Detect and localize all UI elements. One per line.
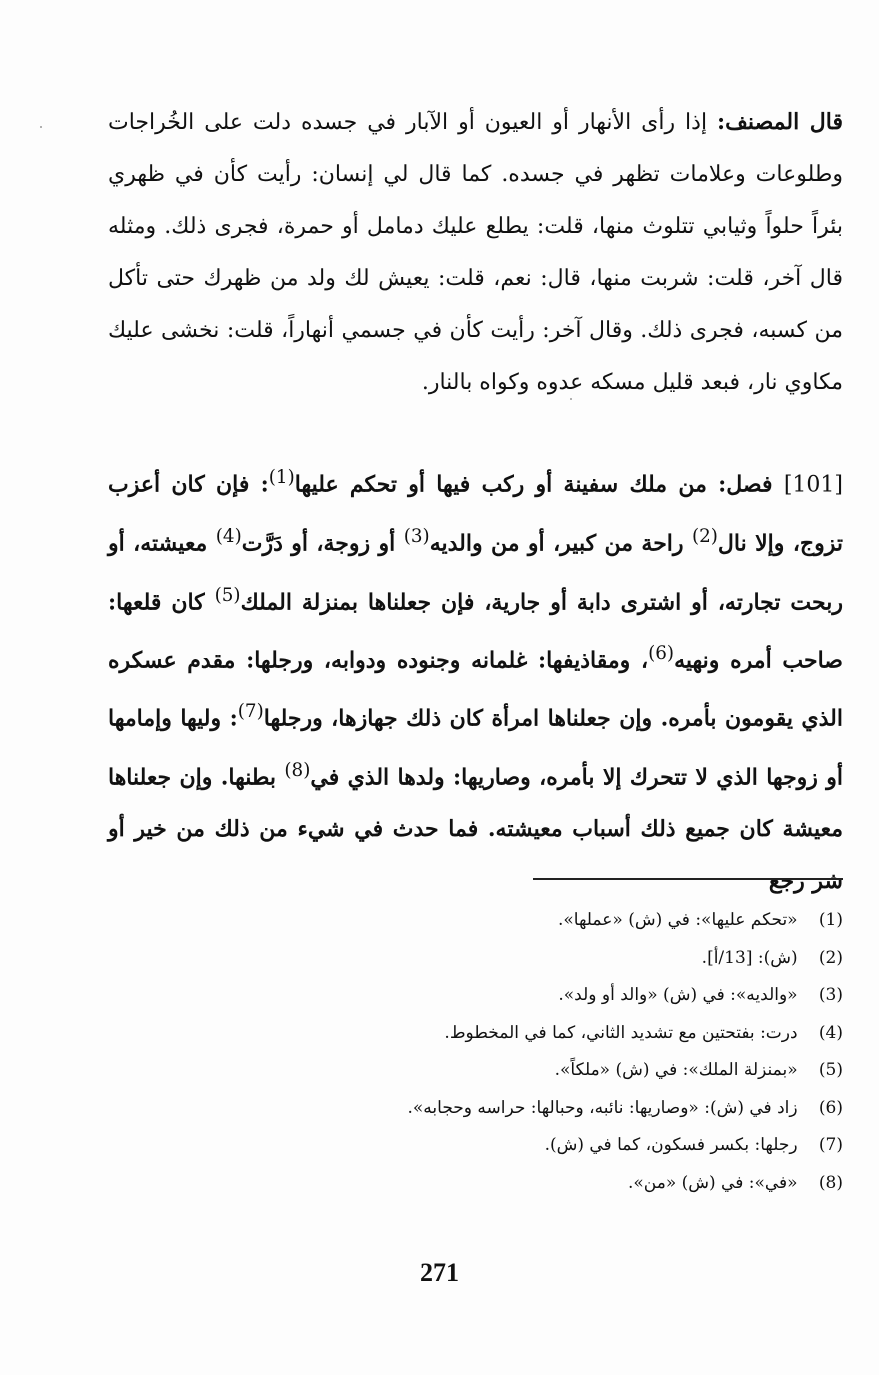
footnote-divider (533, 878, 843, 880)
footnote-number: (5) (818, 1060, 843, 1080)
page-number: 271 (420, 1258, 459, 1287)
paragraph-1-text: إذا رأى الأنهار أو العيون أو الآبار في جسده دلت على الخُراجات وطلوعات وعلامات تظهر في جسده. كما قال لي إنسان: رأيت كأن في ظهري بئراً حلواً وثيابي تتلوث منها، قلت: يطلع عليك دمامل أو حمرة، فجرى ذلك. ومثله قال آخر، قلت: شربت منها، قال: نعم، قلت: يعيش لك ولد من ظهرك حتى تأكل من كسبه، فجرى ذلك. وقال آخر: رأيت كأن في جسمي أنهاراً، قلت: نخشى عليك مكاوي نار، فبعد قليل مسكه عدوه وكواه بالنار. (108, 110, 843, 395)
author-label: قال المصنف: (717, 109, 843, 135)
footnote-text: «في»: في (ش) «من». (627, 1172, 798, 1193)
paragraph-2-segment: : وليها وإمامها أو زوجها الذي لا تتحرك إلا بأمره، وصاريها: ولدها الذي في (108, 705, 843, 790)
footnote-ref-6: (6) (648, 642, 675, 664)
footnote-item (108, 1165, 843, 1203)
footnote-number: (6) (818, 1097, 843, 1118)
paragraph-2-segment: ، ومقاذيفها: غلمانه وجنوده ودوابه، ورجلها: مقدم عسكره الذي يقومون بأمره. وإن جعلناها امرأة كان ذلك جهازها، ورجلها (108, 647, 844, 732)
footnote-ref-5: (5) (214, 584, 241, 606)
scan-speck (40, 126, 42, 128)
footnote-ref-8: (8) (284, 759, 311, 781)
paragraph-2-segment: من ملك سفينة أو ركب فيها أو تحكم عليها (294, 471, 719, 498)
footnote-text: درت: بفتحتين مع تشديد الثاني، كما في المخطوط. (444, 1022, 798, 1043)
paragraph-2-segment: معيشته، أو ربحت تجارته، أو اشترى دابة أو جارية، فإن جعلناها بمنزلة الملك (108, 530, 843, 615)
footnote-number: (7) (818, 1135, 843, 1155)
footnote-text: «تحكم عليها»: في (ش) «عملها». (557, 910, 798, 930)
footnote-item (108, 1052, 843, 1090)
footnote-item (108, 1090, 843, 1128)
footnote-ref-2: (2) (691, 526, 718, 548)
paragraph-2-segment: أو زوجة، أو دَرَّت (241, 530, 404, 557)
footnote-text: زاد في (ش): «وصاريها: نائبه، وحبالها: حراسه وحجابه». (407, 1097, 798, 1118)
footnote-text: (ش): [13/أ]. (701, 947, 798, 968)
footnote-item (108, 1015, 843, 1053)
footnote-ref-4: (4) (215, 526, 242, 548)
footnote-text: «والديه»: في (ش) «والد أو ولد». (558, 985, 798, 1005)
footnote-ref-3: (3) (403, 526, 430, 548)
footnote-number: (8) (818, 1172, 843, 1193)
paragraph-2 (108, 452, 843, 907)
paragraph-1 (108, 96, 843, 409)
footnote-item (108, 902, 843, 940)
section-number: [101] (783, 472, 843, 498)
paragraph-2-segment: بطنها. وإن جعلناها معيشة كان جميع ذلك أسباب معيشته. فما حدث في شيء من ذلك من خير أو شر رجع (108, 763, 843, 894)
section-label: فصل: (718, 471, 773, 498)
footnote-number: (4) (818, 1022, 843, 1043)
footnote-ref-7: (7) (237, 701, 264, 723)
paragraph-2-segment: راحة من كبير، أو من والديه (429, 530, 692, 557)
footnote-text: رجلها: بكسر فسكون، كما في (ش). (544, 1135, 798, 1155)
paragraph-2-segment: : فإن كان أعزب تزوج، وإلا نال (108, 471, 844, 557)
footnote-item (108, 977, 843, 1015)
scan-speck (570, 398, 572, 400)
footnote-text: «بمنزلة الملك»: في (ش) «ملكاً». (554, 1060, 798, 1080)
paragraph-2-segment: كان قلعها: صاحب أمره ونهيه (108, 588, 843, 674)
footnote-number: (2) (818, 947, 843, 968)
footnote-list (108, 902, 843, 1202)
footnote-number: (3) (818, 985, 843, 1005)
footnote-item (108, 1127, 843, 1165)
footnote-ref-1: (1) (268, 467, 295, 488)
footnote-number: (1) (818, 910, 843, 930)
footnote-item (108, 940, 843, 978)
